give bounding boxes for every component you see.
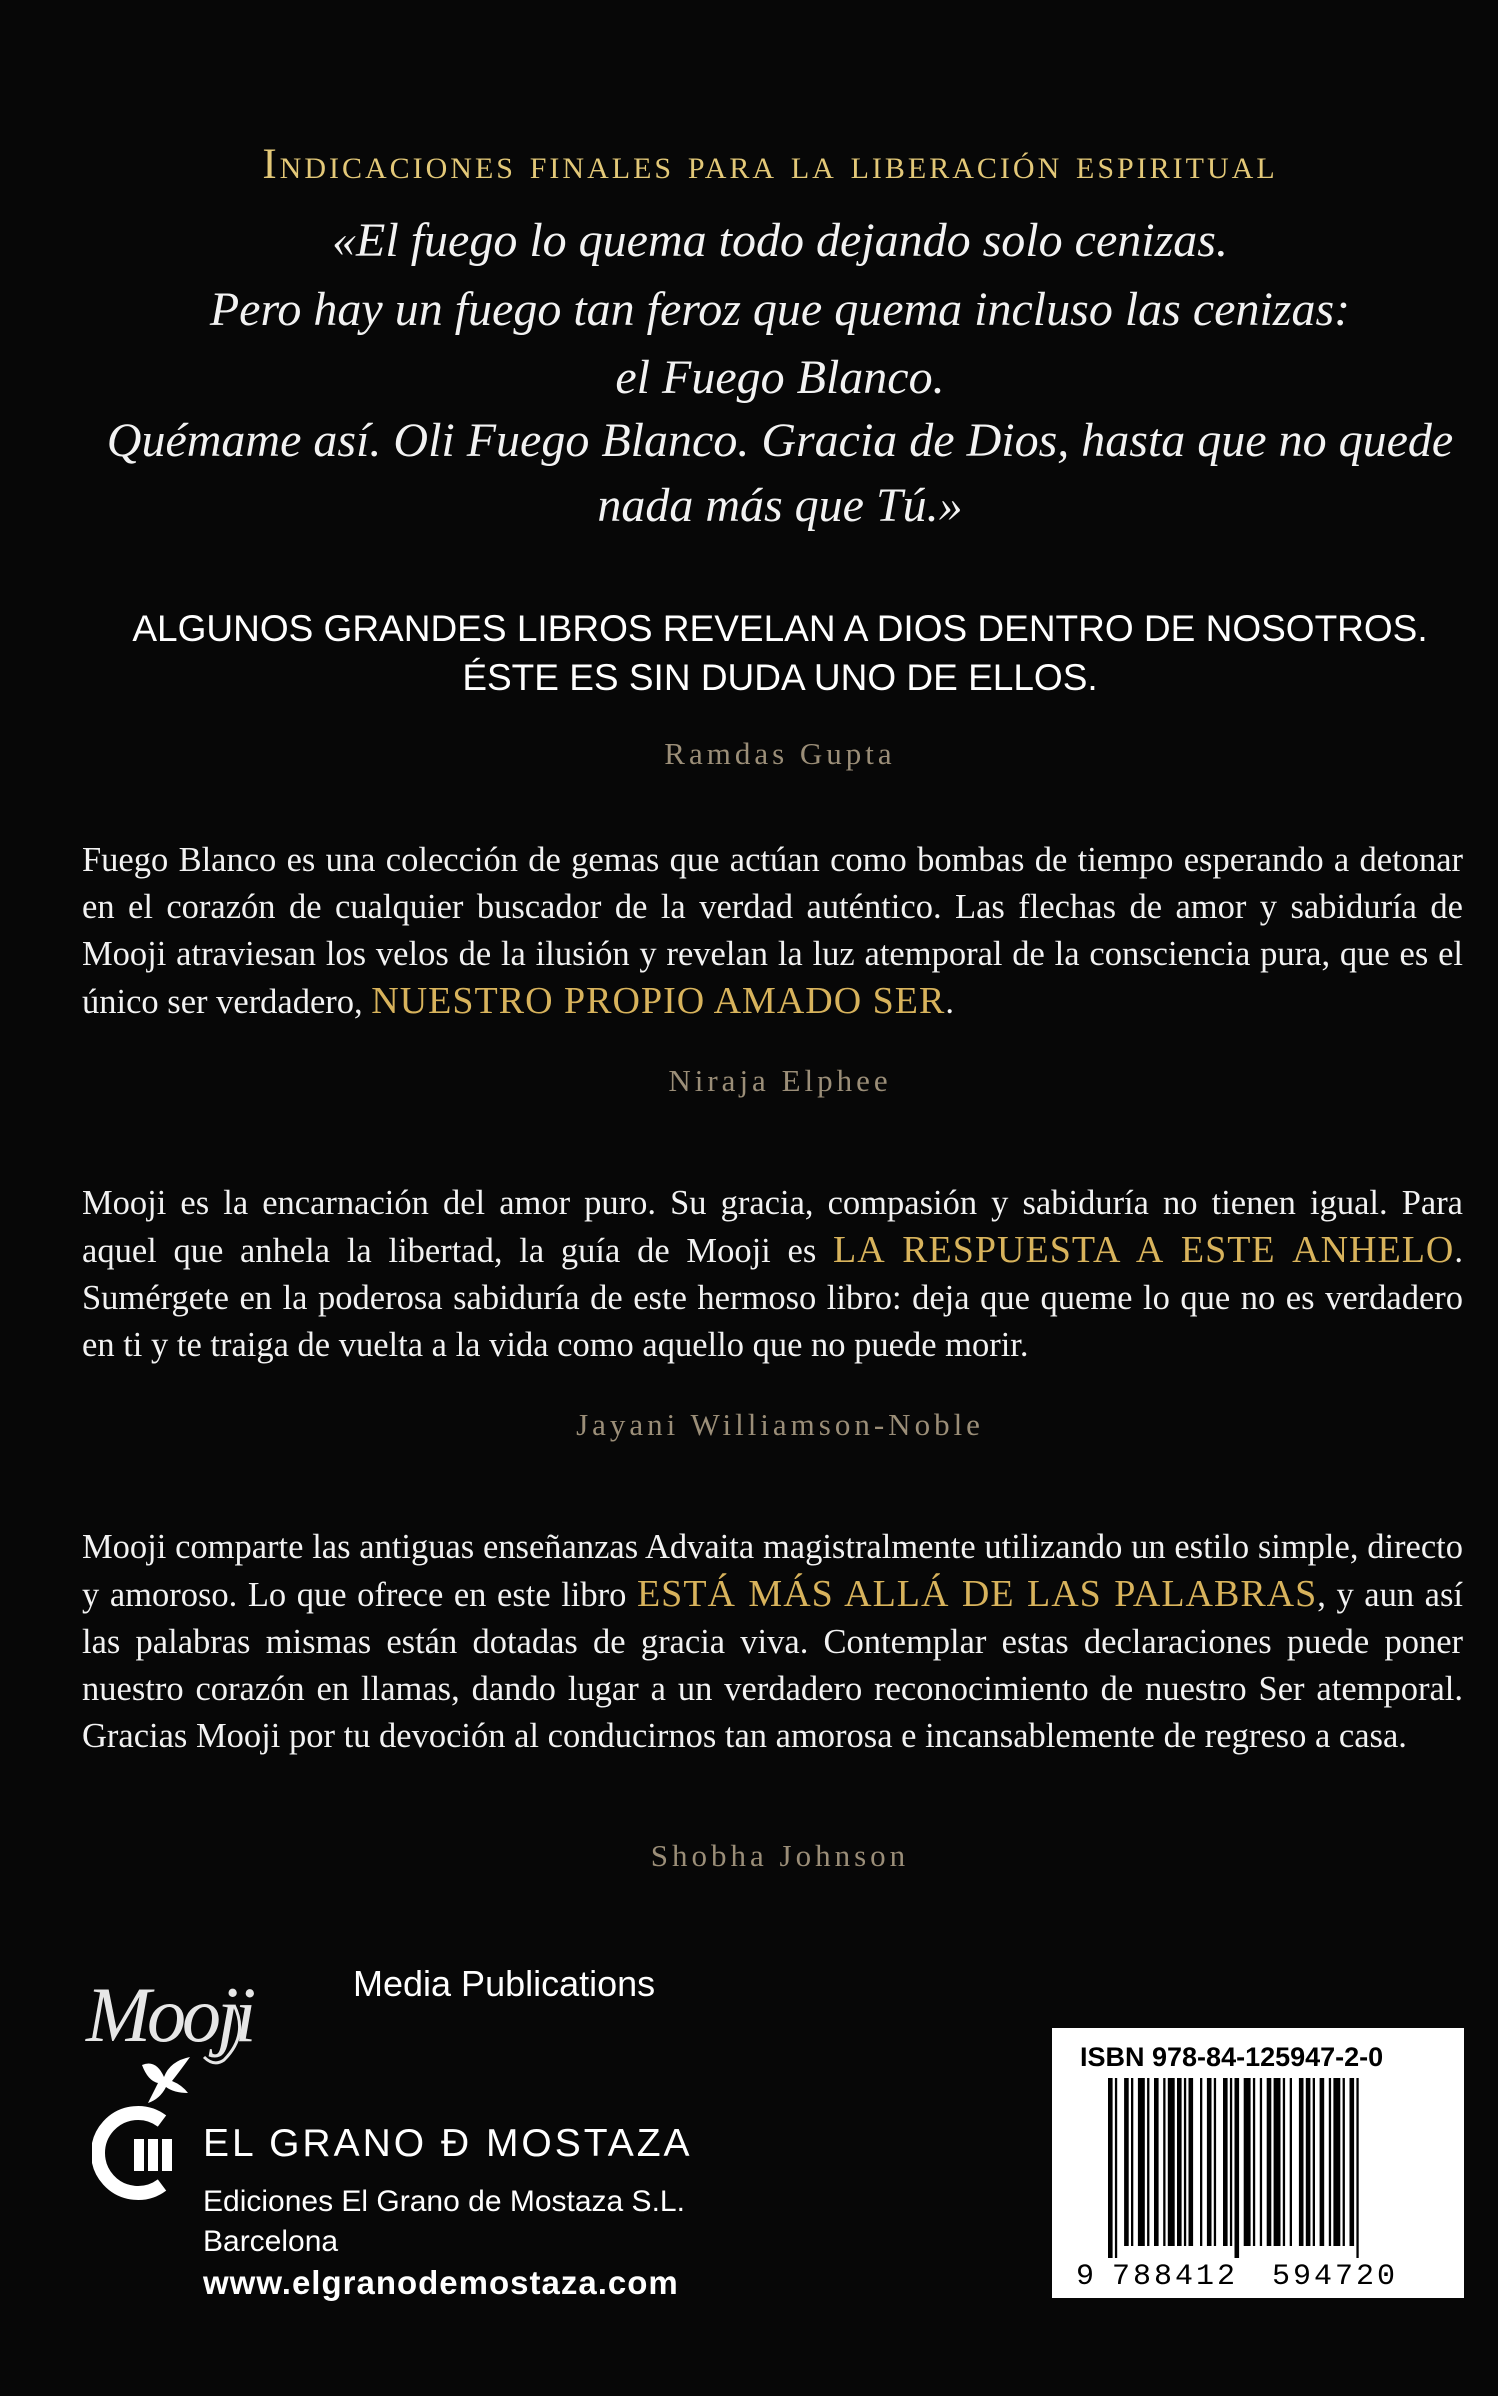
barcode-bar	[1214, 2078, 1216, 2246]
barcode-bar	[1230, 2078, 1232, 2246]
back-cover-title: Indicaciones finales para la liberación espiritual	[262, 141, 1278, 188]
barcode-digit-first: 9	[1076, 2260, 1095, 2288]
barcode-bar	[1168, 2078, 1175, 2246]
highlight-text: ESTÁ MÁS ALLÁ DE LAS PALABRAS	[636, 1573, 1318, 1615]
barcode-bar	[1138, 2078, 1145, 2246]
endorsement-paragraph-2	[82, 837, 1463, 1026]
barcode-bar	[1163, 2078, 1165, 2246]
barcode-bar	[1350, 2078, 1355, 2246]
barcode-bar	[1260, 2078, 1262, 2246]
barcode-bar	[1306, 2078, 1311, 2246]
paragraph-text-end: . Sumérgete en la poderosa sabiduría de este hermoso libro: deja que queme lo que no es verdadero en ti y te traiga de vuelta a la vida como aquello que no puede morir.	[82, 1232, 1463, 1364]
barcode-bar	[1274, 2078, 1281, 2246]
barcode-bar	[1131, 2078, 1133, 2246]
barcode-digits-group-1: 788412	[1112, 2260, 1239, 2288]
mooji-signature-logo	[84, 1975, 344, 2065]
barcode-bar	[1124, 2078, 1129, 2246]
barcode-bar	[1108, 2078, 1113, 2258]
publisher-name: EL GRANO Ð MOSTAZA	[203, 2122, 693, 2165]
publisher-company: Ediciones El Grano de Mostaza S.L.	[203, 2185, 685, 2218]
endorsement-paragraph-3	[82, 1180, 1463, 1369]
quote-line-5: nada más que Tú.»	[597, 479, 963, 532]
svg-text:Mooji: Mooji	[86, 1975, 253, 2058]
paragraph-text-end: .	[945, 983, 954, 1021]
endorsement-author-4: Shobha Johnson	[650, 1838, 910, 1873]
quote-line-3: el Fuego Blanco.	[615, 351, 945, 404]
quote-line-1: «El fuego lo quema todo dejando solo cenizas.	[332, 214, 1228, 267]
endorsement-headline-line-2: ÉSTE ES SIN DUDA UNO DE ELLOS.	[462, 657, 1098, 698]
barcode-box	[1052, 2028, 1464, 2298]
barcode-bar	[1333, 2078, 1340, 2246]
paragraph-text-end: , y aun así las palabras mismas están dotadas de gracia viva. Contemplar estas declaraciones puede poner nuestro corazón en llamas, dando lugar a un verdadero reconocimiento de nuestro Ser atemporal. Gracias Mooji por tu devoción al conducirnos tan amorosa e incansablemente de regreso a casa.	[82, 1576, 1464, 1755]
barcode-bar	[1356, 2078, 1358, 2258]
imprint-label: Media Publications	[353, 1963, 656, 2004]
barcode-bar	[1200, 2078, 1202, 2246]
barcode-bar	[1267, 2078, 1272, 2246]
barcode-bar	[1189, 2078, 1194, 2246]
barcode-bar	[1329, 2078, 1331, 2246]
highlight-text: LA RESPUESTA A ESTE ANHELO	[833, 1229, 1455, 1271]
barcode-bar	[1235, 2078, 1240, 2258]
publisher-city: Barcelona	[203, 2225, 339, 2258]
publisher-website: www.elgranodemostaza.com	[203, 2264, 679, 2301]
barcode-bar	[1343, 2078, 1345, 2246]
endorsement-author-2: Niraja Elphee	[668, 1063, 892, 1098]
barcode-bar	[1154, 2078, 1159, 2246]
barcode-bar	[1290, 2078, 1292, 2246]
paragraph-text: Mooji es la encarnación del amor puro. Su gracia, compasión y sabiduría no tienen igual. Para aquel que anhela la libertad, la guía de Mooji es	[82, 1184, 1463, 1270]
highlight-text: NUESTRO PROPIO AMADO SER	[371, 980, 946, 1022]
barcode-bar	[1147, 2078, 1149, 2246]
endorsement-author-1: Ramdas Gupta	[664, 736, 896, 771]
dove-icon	[138, 2055, 194, 2105]
endorsement-paragraph-4	[82, 1524, 1463, 1760]
barcode-image	[1072, 2078, 1444, 2288]
paragraph-text: Mooji comparte las antiguas enseñanzas Advaita magistralmente utilizando un estilo simple, directo y amoroso. Lo que ofrece en este libro	[82, 1528, 1463, 1614]
quote-line-2: Pero hay un fuego tan feroz que quema incluso las cenizas:	[209, 283, 1351, 336]
barcode-bar	[1299, 2078, 1304, 2246]
barcode-bar	[1283, 2078, 1285, 2246]
barcode-bar	[1253, 2078, 1255, 2246]
quote-line-4: Quémame así. Oli Fuego Blanco. Gracia de Dios, hasta que no quede	[106, 414, 1454, 467]
grano-logo-icon	[92, 2103, 192, 2203]
isbn-text: ISBN 978-84-125947-2-0	[1080, 2042, 1384, 2072]
barcode-bar	[1244, 2078, 1251, 2246]
endorsement-headline-line-1: ALGUNOS GRANDES LIBROS REVELAN A DIOS DENTRO DE NOSOTROS.	[132, 608, 1428, 649]
paragraph-text: Fuego Blanco es una colección de gemas que actúan como bombas de tiempo esperando a detonar en el corazón de cualquier buscador de la verdad auténtico. Las flechas de amor y sabiduría de Mooji atraviesan los velos de la ilusión y revelan la luz atemporal de la consciencia pura, que es el único ser verdadero,	[82, 841, 1463, 1021]
barcode-bar	[1177, 2078, 1182, 2246]
endorsement-author-3: Jayani Williamson-Noble	[576, 1407, 984, 1442]
barcode-bar	[1115, 2078, 1117, 2258]
barcode-bar	[1184, 2078, 1186, 2246]
barcode-bar	[1313, 2078, 1315, 2246]
barcode-bar	[1320, 2078, 1325, 2246]
barcode-bars	[1108, 2078, 1359, 2258]
barcode-bar	[1223, 2078, 1228, 2246]
barcode-bar	[1207, 2078, 1212, 2246]
barcode-digits-group-2: 594720	[1272, 2260, 1399, 2288]
